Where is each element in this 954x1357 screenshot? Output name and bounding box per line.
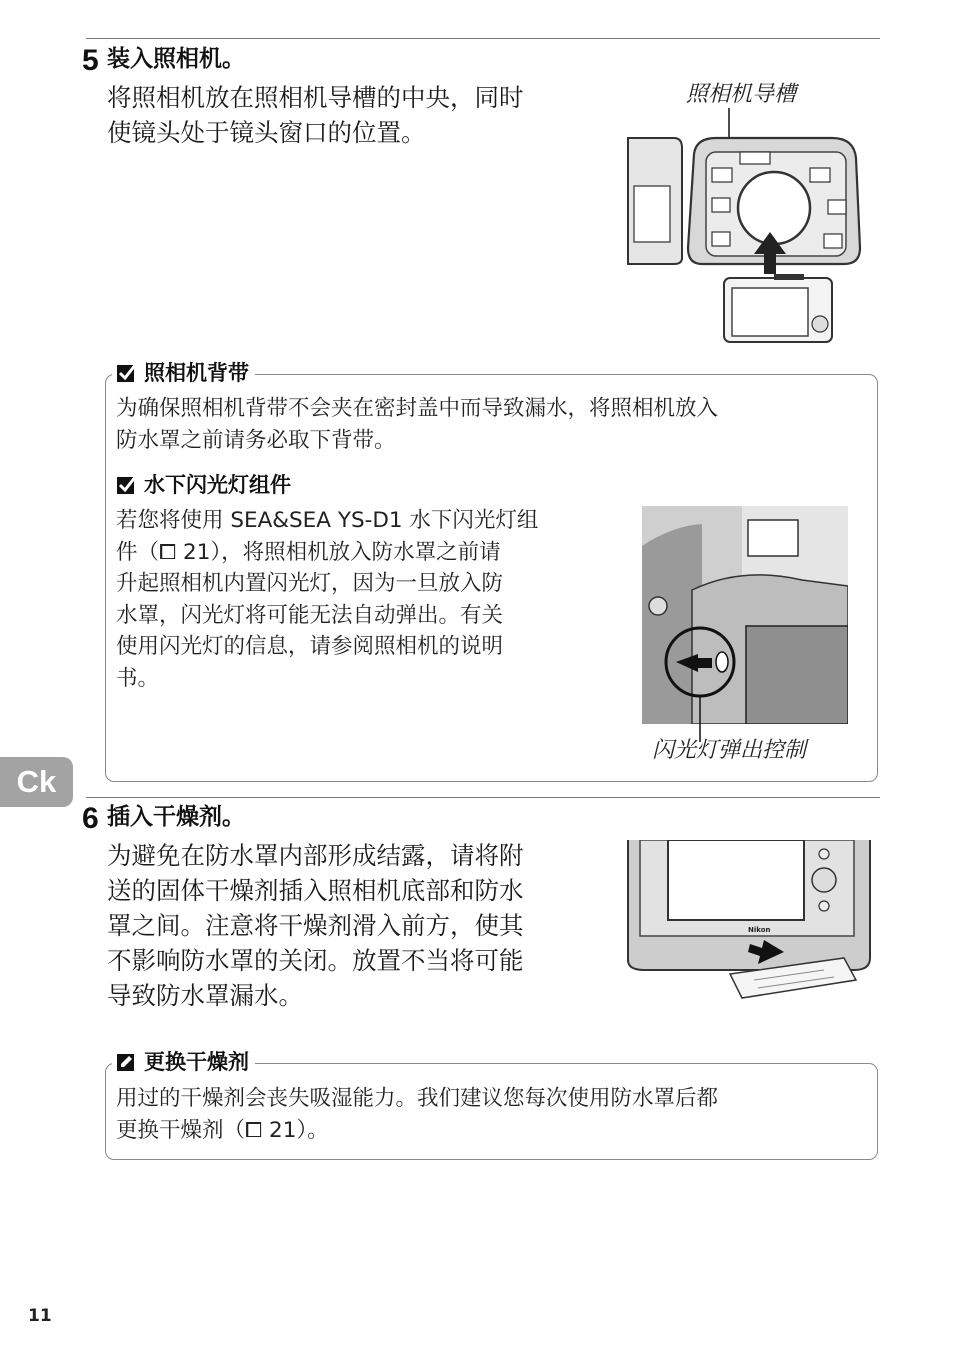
camera-brand-label: Nikon [748, 926, 771, 934]
flash-popup-control-label: 闪光灯弹出控制 [652, 738, 807, 763]
note-strap-line: 防水罩之前请务必取下背带。 [116, 427, 396, 453]
step-6-line: 为避免在防水罩内部形成结露，请将附 [107, 841, 524, 870]
note-strap-line: 为确保照相机背带不会夹在密封盖中而导致漏水，将照相机放入 [116, 396, 719, 421]
check-icon [116, 362, 138, 384]
note-desiccant-line: 用过的干燥剂会丧失吸湿能力。我们建议您每次使用防水罩后都 [116, 1086, 719, 1111]
note-title-flash-text: 水下闪光灯组件 [144, 473, 291, 497]
step-5-line: 将照相机放在照相机导槽的中央，同时 [107, 83, 524, 112]
note-flash-line: 水罩，闪光灯将可能无法自动弹出。有关 [116, 602, 504, 628]
note-flash-line: 书。 [116, 665, 160, 691]
note-flash-line: 升起照相机内置闪光灯，因为一旦放入防 [116, 571, 504, 596]
note-title-flash [112, 472, 297, 498]
step-6-line: 导致防水罩漏水。 [107, 981, 303, 1010]
note-title-desiccant-text: 更换干燥剂 [144, 1050, 249, 1074]
section-rule-middle [86, 797, 880, 798]
step-6-body [107, 838, 524, 1013]
step-6-line: 罩之间。注意将干燥剂滑入前方，使其 [107, 911, 524, 940]
flash-popup-illustration [642, 506, 848, 724]
note-desiccant-body [116, 1083, 718, 1146]
language-tab: Ck [0, 757, 73, 807]
step-6-title: 插入干燥剂。 [107, 804, 245, 830]
note-title-strap [112, 360, 255, 386]
note-flash-line: 件（⧠ 21），将照相机放入防水罩之前请 [116, 539, 501, 565]
section-rule-top [86, 38, 880, 39]
note-flash-line: 若您将使用 SEA&SEA YS-D1 水下闪光灯组 [116, 508, 539, 533]
note-title-strap-text: 照相机背带 [144, 361, 249, 385]
step-5-number: 5 [82, 44, 99, 77]
pencil-icon [116, 1051, 138, 1073]
step-6-number: 6 [82, 802, 99, 835]
step-6-line: 送的固体干燥剂插入照相机底部和防水 [107, 876, 524, 905]
camera-guide-label: 照相机导槽 [686, 82, 797, 107]
note-title-desiccant [112, 1049, 255, 1075]
note-strap-body [116, 393, 718, 456]
step-6-line: 不影响防水罩的关闭。放置不当将可能 [107, 946, 524, 975]
step-5-line: 使镜头处于镜头窗口的位置。 [107, 118, 426, 147]
step-5-body [107, 80, 524, 150]
check-icon [116, 474, 138, 496]
note-flash-line: 使用闪光灯的信息，请参阅照相机的说明 [116, 634, 504, 659]
note-flash-body [116, 505, 538, 694]
desiccant-insert-illustration [624, 840, 874, 1000]
page-number: 11 [28, 1306, 52, 1326]
note-desiccant-line: 更换干燥剂（⧠ 21）。 [116, 1117, 329, 1143]
housing-camera-illustration [624, 108, 864, 348]
step-5-title: 装入照相机。 [107, 46, 245, 72]
